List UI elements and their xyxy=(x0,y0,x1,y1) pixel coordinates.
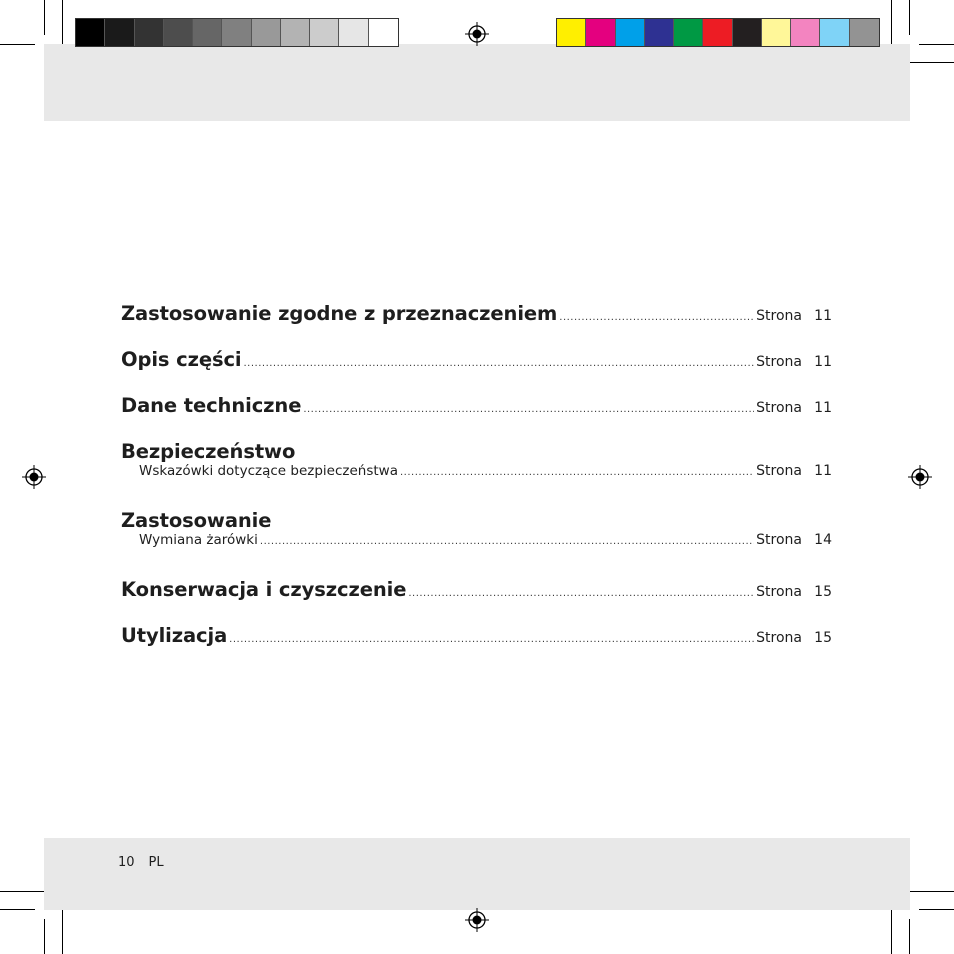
leader-dots xyxy=(400,467,754,478)
color-swatch xyxy=(645,19,674,46)
color-swatch xyxy=(820,19,849,46)
toc-entry xyxy=(121,440,832,509)
leader-dots xyxy=(559,312,754,323)
toc-entry xyxy=(121,624,832,670)
crop-mark xyxy=(44,919,45,954)
leader-dots xyxy=(244,358,755,369)
color-swatch xyxy=(733,19,762,46)
color-swatch xyxy=(703,19,732,46)
leader-dots xyxy=(303,404,754,415)
toc-title: Konserwacja i czyszczenie xyxy=(121,578,407,601)
crop-mark xyxy=(909,0,910,35)
color-swatch xyxy=(193,19,222,46)
crop-mark xyxy=(0,909,35,910)
toc-entry xyxy=(121,302,832,348)
crop-mark xyxy=(0,44,35,45)
crop-mark xyxy=(919,44,954,45)
toc-entry xyxy=(121,509,832,578)
color-swatch xyxy=(76,19,105,46)
language-code: PL xyxy=(148,855,164,870)
color-swatch xyxy=(850,19,879,46)
registration-mark-icon xyxy=(22,465,46,489)
toc-page-ref: Strona 11 xyxy=(756,308,832,324)
color-swatch xyxy=(339,19,368,46)
toc-entry xyxy=(121,348,832,394)
toc-title: Opis części xyxy=(121,348,242,371)
footer-band xyxy=(44,838,910,910)
leader-dots xyxy=(260,536,754,547)
color-swatch xyxy=(791,19,820,46)
toc-page-ref: Strona 15 xyxy=(756,584,832,600)
color-swatch xyxy=(281,19,310,46)
toc-entry xyxy=(121,578,832,624)
registration-mark-icon xyxy=(465,22,489,46)
color-swatch xyxy=(222,19,251,46)
registration-mark-icon xyxy=(908,465,932,489)
color-swatch xyxy=(310,19,339,46)
crop-mark xyxy=(910,62,954,63)
toc-subtitle: Wymiana żarówki xyxy=(139,532,258,548)
crop-mark xyxy=(0,891,44,892)
crop-mark xyxy=(62,910,63,954)
registration-mark-icon xyxy=(465,908,489,932)
toc-title: Bezpieczeństwo xyxy=(121,440,296,463)
leader-dots xyxy=(408,588,754,599)
crop-mark xyxy=(919,909,954,910)
toc-title: Zastosowanie zgodne z przeznaczeniem xyxy=(121,302,558,325)
crop-mark xyxy=(910,891,954,892)
process-color-bar xyxy=(556,18,880,47)
toc-page-ref: Strona 14 xyxy=(756,532,832,548)
color-swatch xyxy=(674,19,703,46)
toc-title: Dane techniczne xyxy=(121,394,302,417)
crop-mark xyxy=(62,0,63,44)
color-swatch xyxy=(616,19,645,46)
crop-mark xyxy=(891,0,892,44)
page-footer xyxy=(118,855,178,870)
toc-page-ref: Strona 11 xyxy=(756,463,832,479)
color-swatch xyxy=(369,19,398,46)
header-band xyxy=(44,44,910,121)
color-swatch xyxy=(135,19,164,46)
table-of-contents xyxy=(121,302,832,670)
toc-entry xyxy=(121,394,832,440)
page-number: 10 xyxy=(118,855,135,870)
crop-mark xyxy=(891,910,892,954)
color-swatch xyxy=(252,19,281,46)
color-swatch xyxy=(762,19,791,46)
toc-page-ref: Strona 11 xyxy=(756,400,832,416)
gray-color-bar xyxy=(75,18,399,47)
toc-title: Utylizacja xyxy=(121,624,228,647)
color-swatch xyxy=(164,19,193,46)
toc-title: Zastosowanie xyxy=(121,509,272,532)
leader-dots xyxy=(229,634,754,645)
toc-page-ref: Strona 15 xyxy=(756,630,832,646)
toc-subtitle: Wskazówki dotyczące bezpieczeństwa xyxy=(139,463,398,479)
toc-page-ref: Strona 11 xyxy=(756,354,832,370)
color-swatch xyxy=(586,19,615,46)
crop-mark xyxy=(909,919,910,954)
crop-mark xyxy=(44,0,45,35)
color-swatch xyxy=(557,19,586,46)
color-swatch xyxy=(105,19,134,46)
